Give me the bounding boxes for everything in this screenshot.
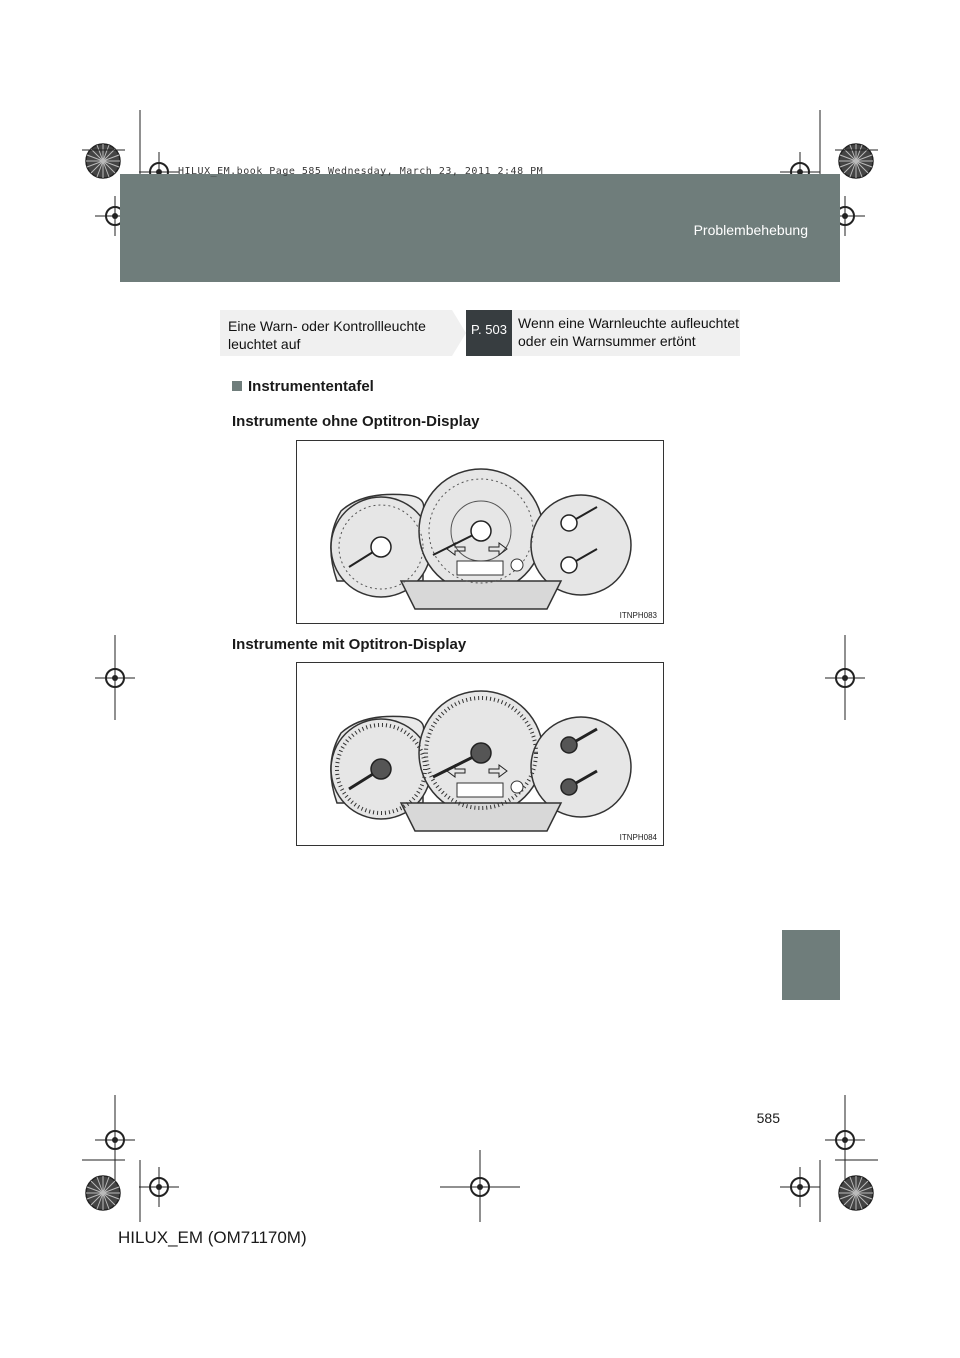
nav-right-text: Wenn eine Warnleuchte aufleuchtet oder ein Warnsummer ertönt [518,315,740,349]
figure-cluster-optitron [296,662,664,846]
section-label: Problembehebung [693,222,808,238]
figure-code: ITNPH083 [619,611,657,620]
instrument-cluster-optitron-illustration [297,663,665,847]
heading-square-icon [232,381,242,391]
registration-starburst-icon [839,1176,873,1210]
instrument-cluster-illustration [297,441,665,625]
section-heading [232,378,374,395]
section-heading-text: Instrumententafel [248,378,374,395]
registration-starburst-icon [86,144,120,178]
subheading-with-optitron: Instrumente mit Optitron-Display [232,636,467,653]
subheading-without-optitron: Instrumente ohne Optitron-Display [232,413,480,430]
page-number: 585 [756,1110,780,1126]
registration-starburst-icon [839,144,873,178]
registration-starburst-icon [86,1176,120,1210]
registration-crosshair-icon [780,1167,820,1207]
nav-left-text: Eine Warn- oder Kontrollleuchte leuchtet auf [228,318,426,352]
manual-code: HILUX_EM (OM71170M) [118,1228,307,1247]
chapter-side-tab [782,930,840,1000]
book-stamp: HILUX_EM.book Page 585 Wednesday, March 23, 2011 2:48 PM [178,166,544,177]
figure-cluster-standard [296,440,664,624]
figure-code: ITNPH084 [619,833,657,842]
registration-crosshair-icon [139,1167,179,1207]
page-ref-link[interactable]: P. 503 [471,322,507,337]
